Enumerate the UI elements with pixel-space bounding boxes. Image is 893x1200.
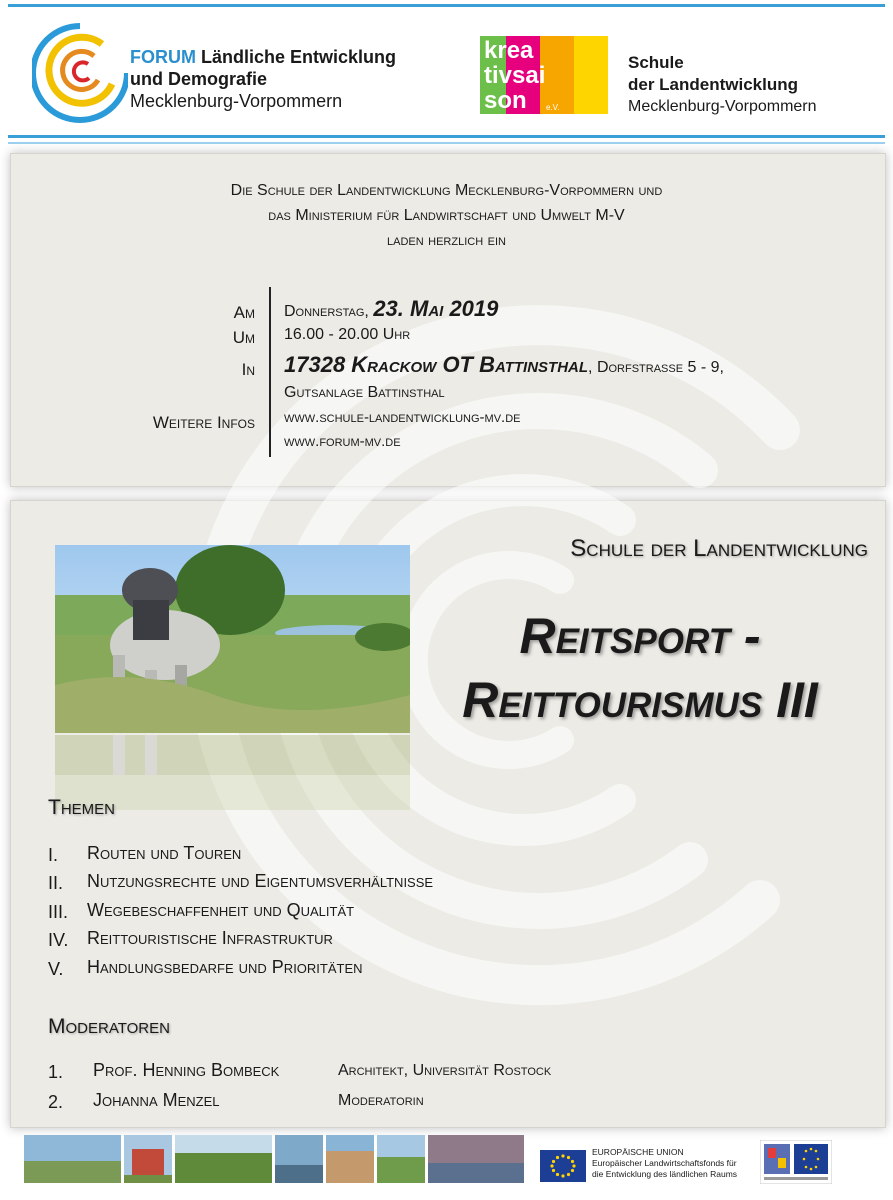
schule-line1: Schule (628, 53, 684, 72)
invitation-text (100, 178, 793, 253)
link-schule[interactable] (284, 409, 521, 427)
place-row (284, 352, 724, 378)
eu-programme-logo (760, 1140, 832, 1184)
moderatoren-heading: Moderatoren (48, 1015, 170, 1038)
am-label: Am (233, 303, 255, 322)
eu-line2: Europäischer Landwirtschaftsfonds für (592, 1158, 737, 1168)
forum-line2: und Demografie (130, 69, 268, 89)
themen-heading: Themen (48, 796, 115, 819)
moderator-name: Johanna Menzel (93, 1090, 220, 1110)
eu-flag-icon (540, 1150, 586, 1182)
eu-line1: EUROPÄISCHE UNION (592, 1147, 684, 1157)
kreativ-logo-ev: e.V. (546, 103, 560, 112)
theme-item: Nutzungsrechte und Eigentumsverhältnisse (87, 871, 434, 891)
infos-label: Weitere Infos (152, 413, 255, 432)
moderator-number: 2. (48, 1092, 64, 1112)
date-row (284, 296, 498, 322)
link-forum[interactable] (284, 433, 401, 451)
footer-photo-strip (24, 1135, 524, 1183)
in-label: In (241, 360, 255, 379)
link-schule-text[interactable]: www.schule-landentwicklung-mv.de (284, 409, 521, 426)
forum-line3: Mecklenburg-Vorpommern (130, 91, 343, 111)
theme-number: IV. (48, 930, 69, 950)
header-bottom-rule-light (8, 142, 885, 144)
kreativ-logo-text-3: son (484, 87, 527, 114)
header-top-rule (8, 4, 885, 7)
moderator-number: 1. (48, 1062, 64, 1082)
eu-funding-text (592, 1147, 737, 1180)
event-title (420, 604, 860, 732)
theme-number: V. (48, 959, 64, 979)
link-forum-text[interactable]: www.forum-mv.de (284, 433, 401, 450)
forum-word: FORUM (130, 47, 196, 67)
header-bottom-rule (8, 135, 885, 138)
event-title-line1: Reitsport - (519, 608, 761, 664)
event-time: 16.00 - 20.00 Uhr (284, 326, 411, 343)
moderator-role: Moderatorin (338, 1092, 424, 1109)
theme-number: III. (48, 902, 69, 922)
place-main: 17328 Krackow OT Battinsthal (284, 352, 589, 377)
schule-line3: Mecklenburg-Vorpommern (628, 98, 817, 115)
kreativ-logo-text-1: krea (484, 37, 534, 64)
schule-line2: der Landentwicklung (628, 75, 799, 94)
date-prefix: Donnerstag, (284, 303, 369, 320)
theme-item: Routen und Touren (87, 843, 242, 863)
kreativ-logo-text-2: tivsai (484, 62, 546, 89)
eu-line3: die Entwicklung des ländlichen Raums (592, 1169, 738, 1179)
invitation-line3: laden herzlich ein (387, 232, 506, 249)
um-label: Um (232, 328, 255, 347)
moderator-name: Prof. Henning Bombeck (93, 1060, 280, 1080)
invitation-line2: das Ministerium für Landwirtschaft und Umwelt M-V (268, 207, 625, 224)
theme-number: II. (48, 873, 64, 893)
event-date: 23. Mai 2019 (373, 296, 499, 321)
event-title-line2: Reittourismus III (462, 672, 818, 728)
forum-line1: Ländliche Entwicklung (201, 47, 397, 67)
theme-item: Wegebeschaffenheit und Qualität (87, 900, 355, 920)
forum-brand-text (130, 46, 396, 112)
event-subtitle: Schule der Landentwicklung (570, 535, 868, 562)
place-line2: Gutsanlage Battinsthal (284, 384, 445, 401)
kreativsaison-logo (480, 36, 608, 114)
forum-logo-icon (32, 18, 128, 128)
theme-item: Reittouristische Infrastruktur (87, 928, 333, 948)
place-street: , Dorfstrasse 5 - 9, (588, 359, 724, 376)
horse-landscape-photo (55, 545, 410, 733)
schule-brand-text (628, 52, 817, 118)
moderator-role: Architekt, Universität Rostock (338, 1062, 552, 1079)
theme-item: Handlungsbedarfe und Prioritäten (87, 957, 363, 977)
details-divider (269, 287, 271, 457)
invitation-line1: Die Schule der Landentwicklung Mecklenburg-Vorpommern und (230, 182, 663, 199)
theme-number: I. (48, 845, 59, 865)
